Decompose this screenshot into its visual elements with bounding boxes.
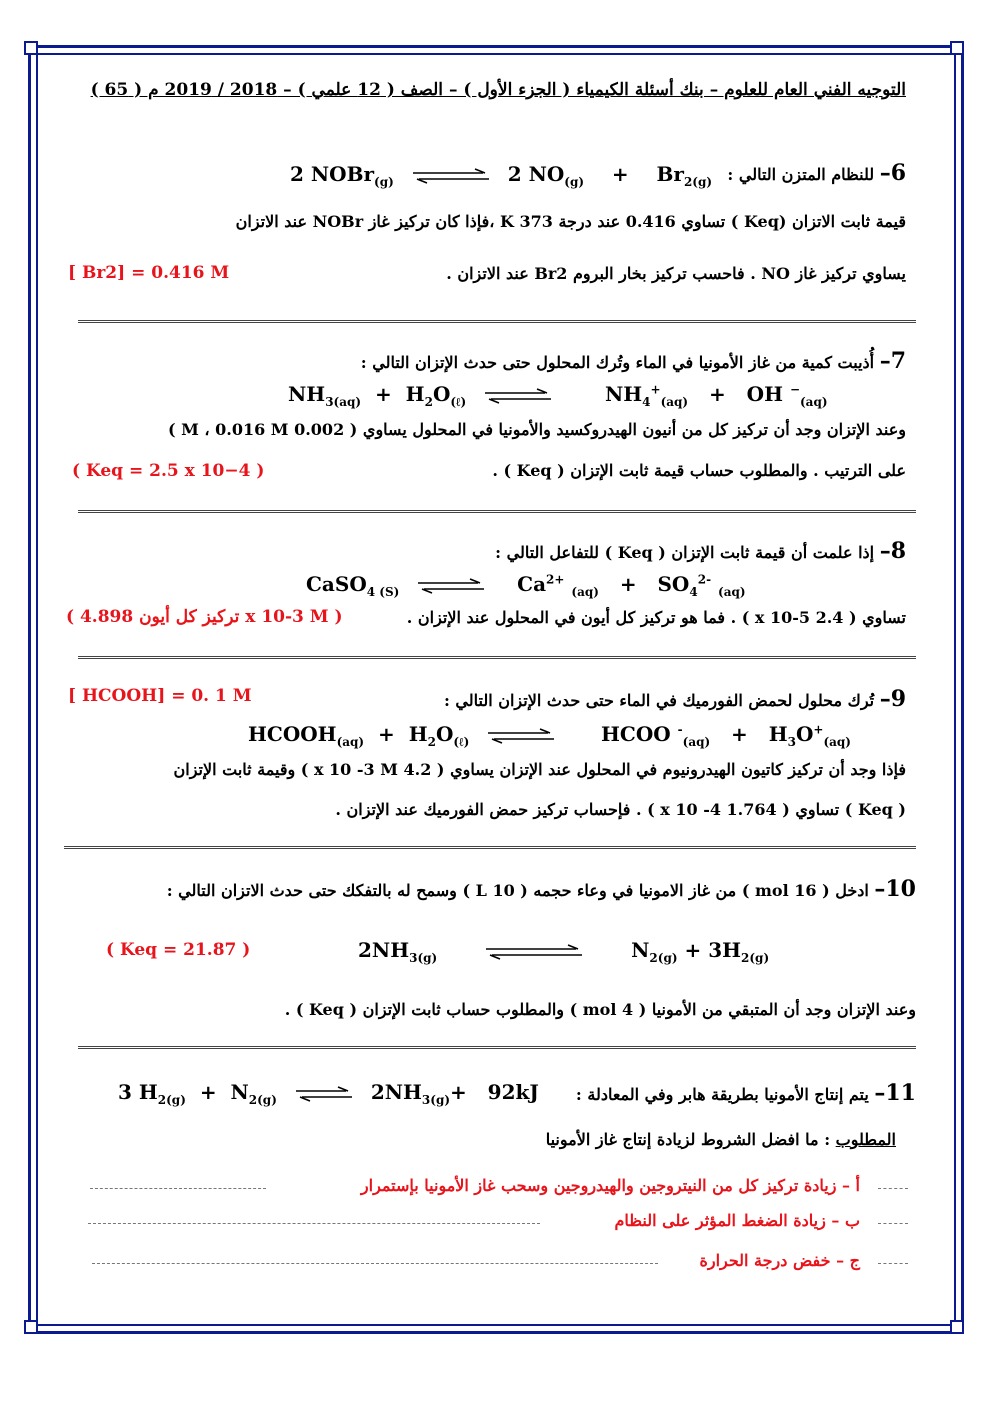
question-7-line1-text: أُذيبت كمية من غاز الأمونيا في الماء وتُرك المحلول حتى حدث الإتزان التالي : <box>360 353 875 372</box>
question-7-line1 <box>361 348 906 374</box>
frame-corner <box>950 41 964 55</box>
question-10-line2: وعند الإتزان وجد أن المتبقي من الأمونيا ( 4 mol ) والمطلوب حساب ثابت الإتزان ( Keq ) . <box>284 1000 916 1019</box>
question-8-line1 <box>495 538 906 564</box>
question-11-intro-text: يتم إنتاج الأمونيا بطريقة هابر وفي المعادلة : <box>575 1085 869 1104</box>
question-7-line3: على الترتيب . والمطلوب حساب قيمة ثابت الإتزان ( Keq ) . <box>492 461 906 480</box>
question-11-intro <box>576 1080 916 1106</box>
section-separator <box>78 1046 916 1049</box>
question-11-equation: 3 $H_{2(g)} + N_{2(g)}$ $2NH_{3(g)}+ 92kJ$ <box>118 1080 539 1107</box>
equilibrium-arrow-icon <box>411 168 491 184</box>
question-9-answer: [ HCOOH] = 0. 1 M <box>68 686 252 706</box>
question-8-equation: CaSO$_{4 (S)}$ $Ca^{2+}$ $_{(aq)} + SO_4^{2-}$ $_{(aq)}$ <box>306 572 746 599</box>
question-11-number: 11– <box>874 1080 916 1106</box>
question-10-line1-text: ادخل ( 16 mol ) من غاز الامونيا في وعاء حجمه ( 10 L ) وسمح له بالتفكك حتى حدث الاتزان التالي : <box>166 881 869 900</box>
question-9-line2: فإذا وجد أن تركيز كاتيون الهيدرونيوم في المحلول عند الإتزان يساوي ( 4.2 x 10 -3 M ) وقيمة ثابت الإتزان <box>173 760 906 779</box>
question-9-line1 <box>444 686 906 712</box>
section-separator <box>64 846 916 849</box>
question-11-required-label: المطلوب <box>835 1130 896 1149</box>
answer-leader-dash <box>878 1263 908 1264</box>
frame-corner <box>950 1320 964 1334</box>
question-8-answer: ( تركيز كل أيون 4.898 x 10-3 M ) <box>66 607 343 627</box>
question-8-line2: تساوي ( 2.4 x 10-5 ) . فما هو تركيز كل أيون في المحلول عند الإتزان . <box>406 608 906 627</box>
question-7-number: 7– <box>879 348 906 374</box>
equilibrium-arrow-icon <box>294 1086 354 1102</box>
question-7-equation: $NH_{3(aq)} + H_2O_{(\ell)}$ $NH_4^+_{(aq)}$ + OH −$_{(aq)}$ <box>288 382 828 409</box>
question-6-intro-text: للنظام المتزن التالي : <box>727 165 875 184</box>
question-11-answer-c: ج – خفض درجة الحرارة <box>699 1251 860 1270</box>
answer-leader-dash <box>92 1263 658 1264</box>
question-6-line3: يساوي تركيز غاز NO . فاحسب تركيز بخار البروم Br2 عند الاتزان . <box>446 264 906 283</box>
section-separator <box>78 656 916 659</box>
question-6-answer: [ Br2] = 0.416 M <box>68 263 230 283</box>
question-10-line1 <box>167 876 916 902</box>
answer-leader-dash <box>878 1188 908 1189</box>
equilibrium-arrow-icon <box>416 578 486 594</box>
question-9-number: 9– <box>879 686 906 712</box>
question-11-required-text: : ما افضل الشروط لزيادة إنتاج غاز الأمونيا <box>545 1130 831 1149</box>
frame-corner <box>24 41 38 55</box>
question-6-equation: 2 NOBr$_{(g)}$ 2 $NO_{(g)}$ + $Br_{2(g)}$ <box>290 162 713 189</box>
answer-leader-dash <box>88 1223 540 1224</box>
question-9-equation: $HCOOH_{(aq)} + H_2O_{(\ell)}$ HCOO $^-_{(aq)} + H_3O^+_{(aq)}$ <box>248 722 851 749</box>
question-10-number: 10– <box>874 876 916 902</box>
answer-leader-dash <box>878 1223 908 1224</box>
question-8-number: 8– <box>879 538 906 564</box>
question-11-required <box>546 1130 896 1149</box>
question-11-answer-a: أ – زيادة تركيز كل من النيتروجين والهيدروجين وسحب غاز الأمونيا بإستمرار <box>360 1176 860 1195</box>
question-8-line1-text: إذا علمت أن قيمة ثابت الإتزان ( Keq ) للتفاعل التالي : <box>495 543 875 562</box>
question-6-intro <box>727 160 906 186</box>
question-11-answer-b: ب – زيادة الضغط المؤثر على النظام <box>614 1211 860 1230</box>
question-7-line2: وعند الإتزان وجد أن تركيز كل من أنيون الهيدروكسيد والأمونيا في المحلول يساوي ( 0.002 M ، 0.016 M ) <box>167 420 906 439</box>
page-header: التوجيه الفني العام للعلوم – بنك أسئلة الكيمياء ( الجزء الأول ) – الصف ( 12 علمي ) – 2018 / 2019 م ( 65 ) <box>90 80 906 100</box>
section-separator <box>78 320 916 323</box>
question-9-line3: ( Keq ) تساوي ( 1.764 x 10 -4 ) . فإحساب تركيز حمض الفورميك عند الإتزان . <box>335 800 906 819</box>
section-separator <box>78 510 916 513</box>
equilibrium-arrow-icon <box>483 388 553 404</box>
question-7-answer: ( Keq = 2.5 x 10−4 ) <box>72 461 265 481</box>
frame-corner <box>24 1320 38 1334</box>
question-10-answer: ( Keq = 21.87 ) <box>106 940 251 960</box>
answer-leader-dash <box>90 1188 266 1189</box>
question-6-number: 6– <box>879 160 906 186</box>
equilibrium-arrow-icon <box>484 944 584 960</box>
question-10-equation: $2NH_{3(g)}$ $N_{2(g)} + 3H_{2(g)}$ <box>358 938 770 965</box>
equilibrium-arrow-icon <box>486 728 556 744</box>
question-6-line2: قيمة ثابت الاتزان (Keq ) تساوي 0.416 عند درجة 373 K ،فإذا كان تركيز غاز NOBr عند الاتزان <box>235 212 906 231</box>
question-9-line1-text: تُرك محلول لحمض الفورميك في الماء حتى حدث الإتزان التالي : <box>443 691 875 710</box>
